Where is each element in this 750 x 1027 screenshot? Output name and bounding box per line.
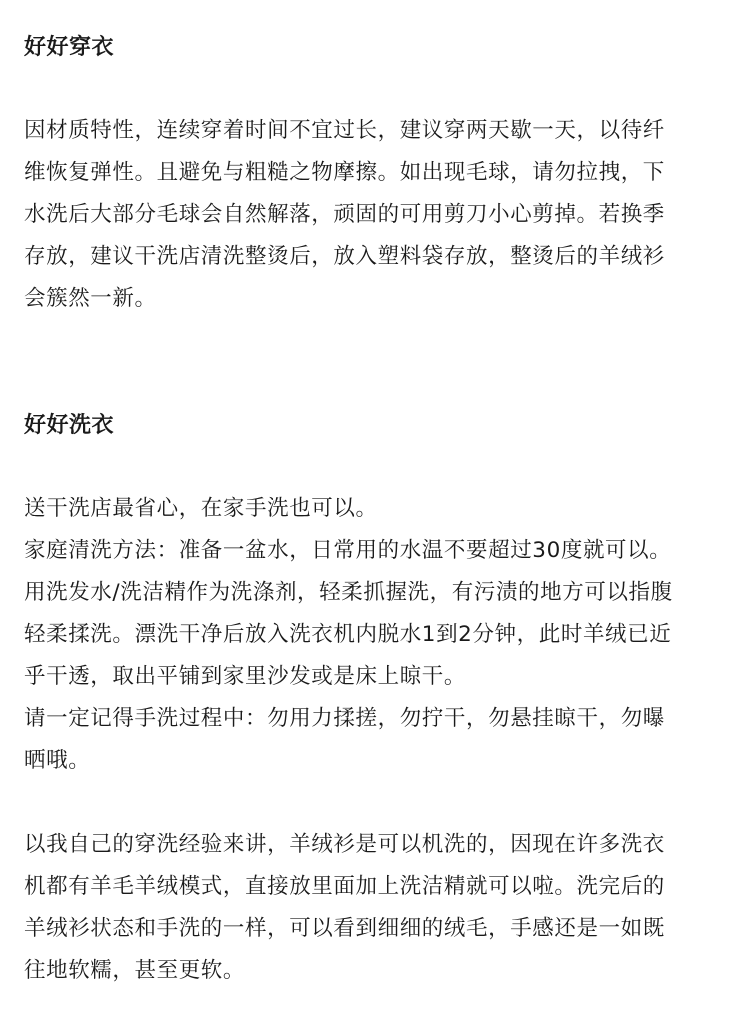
paragraph-line: 会簇然一新。 <box>24 286 157 311</box>
machine-wash-paragraph <box>24 824 726 992</box>
paragraph-line: 轻柔揉洗。漂洗干净后放入洗衣机内脱水1到2分钟，此时羊绒已近 <box>24 622 672 647</box>
paragraph-line: 因材质特性，连续穿着时间不宜过长，建议穿两天歇一天，以待纤 <box>24 118 665 143</box>
paragraph-line: 请一定记得手洗过程中：勿用力揉搓，勿拧干，勿悬挂晾干，勿曝 <box>24 706 665 731</box>
section-title-wearing: 好好穿衣 <box>24 35 115 60</box>
paragraph-line: 维恢复弹性。且避免与粗糙之物摩擦。如出现毛球，请勿拉拽，下 <box>24 160 665 185</box>
washing-instructions-paragraph <box>24 488 726 782</box>
paragraph-line: 往地软糯，甚至更软。 <box>24 958 246 983</box>
paragraph-line: 机都有羊毛羊绒模式，直接放里面加上洗洁精就可以啦。洗完后的 <box>24 874 665 899</box>
paragraph-line: 送干洗店最省心，在家手洗也可以。 <box>24 496 378 521</box>
paragraph-line: 家庭清洗方法：准备一盆水，日常用的水温不要超过30度就可以。 <box>24 538 672 563</box>
paragraph-line: 用洗发水/洗洁精作为洗涤剂，轻柔抓握洗，有污渍的地方可以指腹 <box>24 580 673 605</box>
paragraph-line: 以我自己的穿洗经验来讲，羊绒衫是可以机洗的，因现在许多洗衣 <box>24 832 665 857</box>
paragraph-line: 羊绒衫状态和手洗的一样，可以看到细细的绒毛，手感还是一如既 <box>24 916 665 941</box>
paragraph-line: 晒哦。 <box>24 748 91 773</box>
section-title-washing: 好好洗衣 <box>24 413 115 438</box>
wearing-paragraph <box>24 110 726 320</box>
paragraph-line: 存放，建议干洗店清洗整烫后，放入塑料袋存放，整烫后的羊绒衫 <box>24 244 665 269</box>
paragraph-line: 水洗后大部分毛球会自然解落，顽固的可用剪刀小心剪掉。若换季 <box>24 202 665 227</box>
paragraph-line: 乎干透，取出平铺到家里沙发或是床上晾干。 <box>24 664 467 689</box>
